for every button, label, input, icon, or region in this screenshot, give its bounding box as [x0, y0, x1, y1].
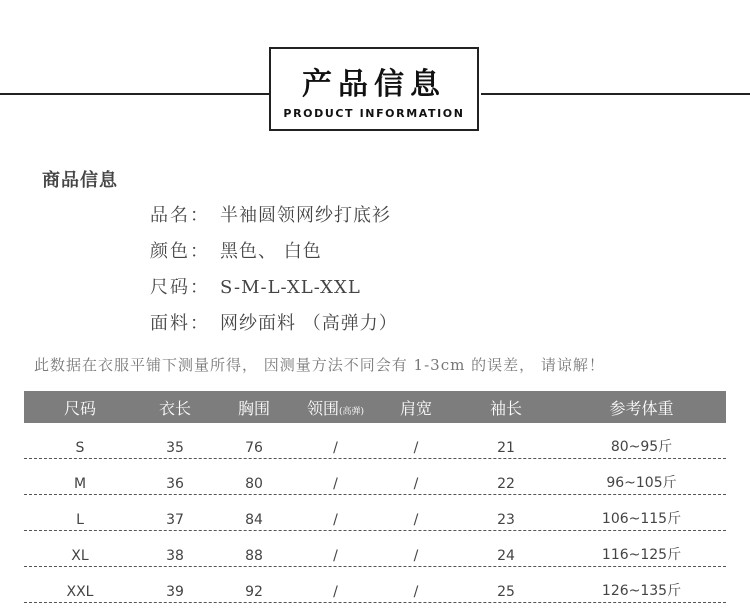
header-shoulder: 肩宽: [399, 398, 432, 418]
header-sleeve: 袖长: [489, 398, 522, 418]
table-body: [24, 423, 726, 603]
cell-length: 39: [166, 584, 184, 600]
table-header: [24, 391, 726, 423]
cell-length: 35: [166, 440, 184, 456]
cell-neck: /: [333, 440, 338, 456]
table-row: [24, 459, 726, 495]
cell-shoulder: /: [413, 476, 419, 492]
cell-size: XXL: [66, 584, 94, 600]
spec-label: 品名：: [150, 205, 210, 226]
cell-size: XL: [71, 548, 89, 564]
header-neck: [294, 396, 377, 419]
cell-weight: 106~115斤: [601, 511, 682, 527]
spec-label: 面料：: [150, 313, 210, 334]
cell-shoulder: /: [413, 584, 419, 600]
spec-value: 网纱面料 （高弹力）: [220, 313, 398, 334]
cell-bust: 84: [245, 512, 263, 528]
cell-sleeve: 25: [497, 584, 515, 600]
cell-bust: 88: [245, 548, 263, 564]
cell-length: 38: [166, 548, 184, 564]
table-row: [24, 567, 726, 603]
spec-row-fabric: [150, 310, 398, 346]
cell-shoulder: /: [413, 548, 419, 564]
cell-bust: 92: [245, 584, 263, 600]
size-table: [24, 391, 726, 603]
header-length: 衣长: [158, 398, 191, 418]
title-chinese: 产品信息: [302, 67, 446, 102]
header-neck-note: (高弹): [338, 406, 365, 417]
cell-size: M: [73, 476, 87, 492]
header-neck-label: 领围: [306, 398, 339, 418]
cell-neck: /: [333, 476, 338, 492]
cell-sleeve: 24: [497, 548, 515, 564]
cell-sleeve: 21: [497, 440, 515, 456]
table-row: [24, 495, 726, 531]
cell-weight: 116~125斤: [601, 547, 682, 563]
cell-sleeve: 23: [497, 512, 515, 528]
cell-size: S: [75, 440, 85, 456]
header-bust: 胸围: [237, 398, 270, 418]
header-size: 尺码: [63, 398, 96, 418]
header-weight: 参考体重: [609, 398, 674, 418]
title-box: [269, 47, 479, 131]
spec-label: 颜色：: [150, 241, 210, 262]
cell-shoulder: /: [413, 440, 419, 456]
header-rule-left: [0, 93, 270, 95]
cell-bust: 76: [245, 440, 263, 456]
table-row: [24, 531, 726, 567]
spec-label: 尺码：: [150, 277, 210, 298]
cell-weight: 96~105斤: [606, 475, 677, 491]
cell-neck: /: [333, 548, 338, 564]
spec-value: 半袖圆领网纱打底衫: [220, 205, 391, 226]
cell-length: 37: [166, 512, 184, 528]
cell-neck: /: [333, 584, 338, 600]
header-rule-right: [481, 93, 750, 95]
cell-sleeve: 22: [497, 476, 515, 492]
spec-row-color: [150, 238, 398, 274]
title-english: PRODUCT INFORMATION: [283, 107, 465, 120]
spec-value: S-M-L-XL-XXL: [220, 277, 361, 298]
spec-row-size: [150, 274, 398, 310]
measurement-note: 此数据在衣服平铺下测量所得， 因测量方法不同会有 1-3cm 的误差， 请谅解！: [34, 356, 605, 374]
cell-weight: 80~95斤: [610, 439, 673, 455]
cell-neck: /: [333, 512, 338, 528]
table-row: [24, 423, 726, 459]
spec-value: 黑色、 白色: [220, 241, 322, 262]
spec-list: [150, 202, 398, 346]
section-label: 商品信息: [42, 170, 118, 191]
cell-weight: 126~135斤: [601, 583, 682, 599]
cell-shoulder: /: [413, 512, 419, 528]
cell-bust: 80: [245, 476, 263, 492]
spec-row-name: [150, 202, 398, 238]
cell-size: L: [76, 512, 84, 528]
cell-length: 36: [166, 476, 184, 492]
